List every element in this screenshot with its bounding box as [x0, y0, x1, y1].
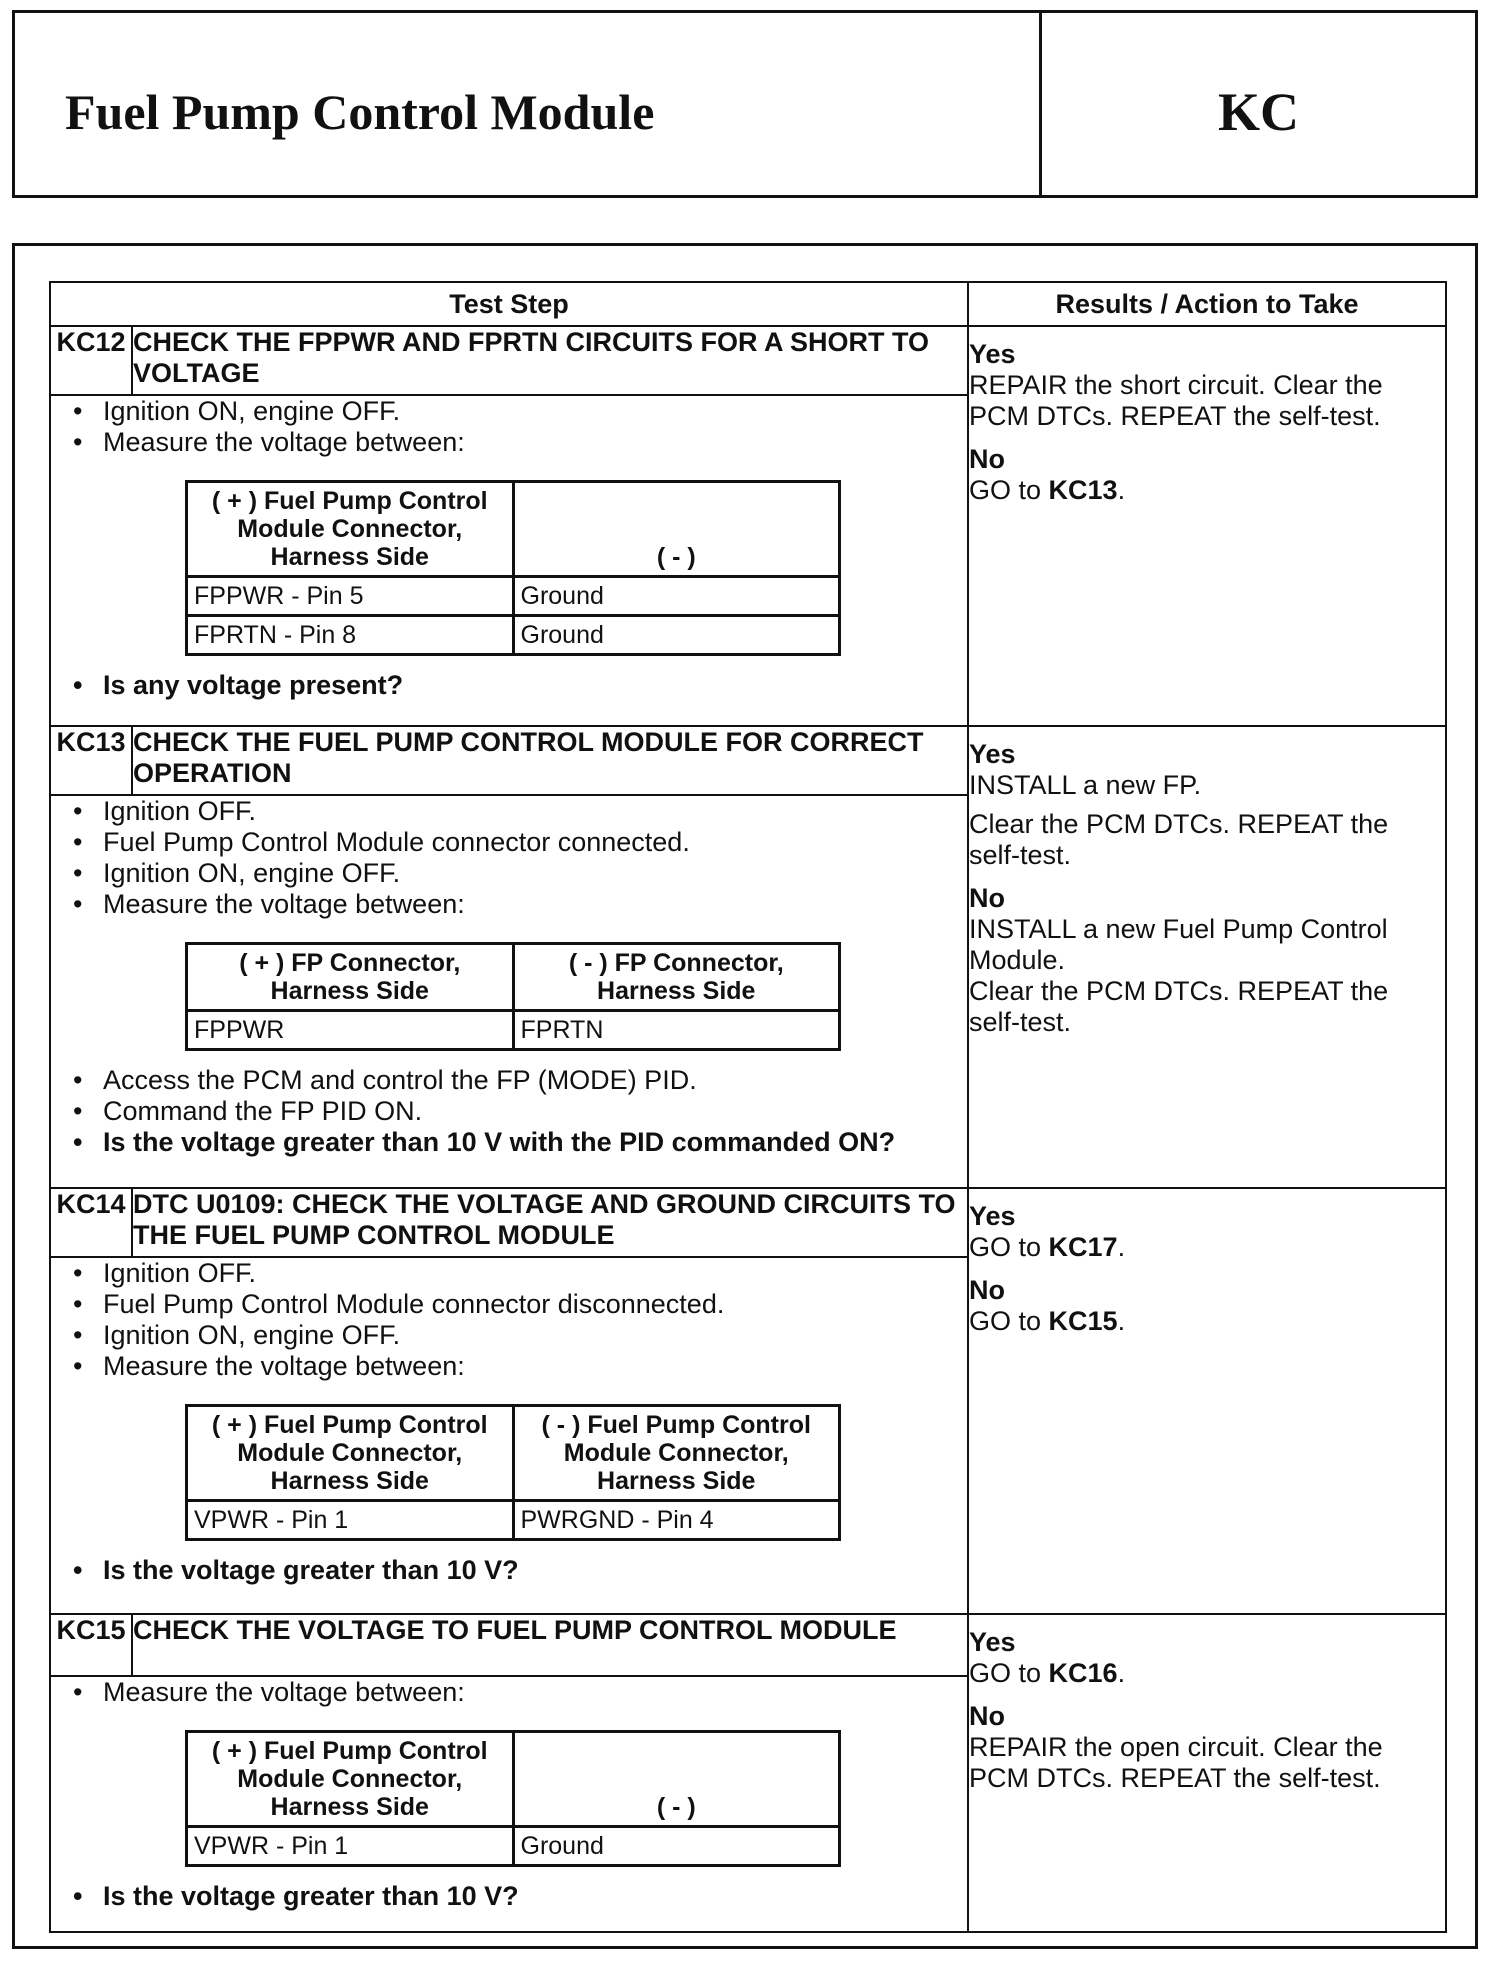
step-results [968, 326, 1446, 726]
step-title: CHECK THE VOLTAGE TO FUEL PUMP CONTROL MODULE [132, 1614, 968, 1677]
title-box [12, 10, 1478, 198]
bullet-list [51, 670, 967, 701]
negative-probe-cell: PWRGND - Pin 4 [513, 1501, 840, 1540]
negative-probe-cell: Ground [513, 616, 840, 655]
no-action: REPAIR the open circuit. Clear the PCM DTCs. REPEAT the self-test. [969, 1731, 1383, 1793]
measurement-header-row [187, 1406, 840, 1501]
spacer [969, 801, 1445, 809]
yes-action: INSTALL a new FP. [969, 770, 1202, 801]
no-goto-prefix: GO to [969, 1306, 1042, 1337]
step-question: • Is the voltage greater than 10 V with the PID commanded ON? [73, 1127, 967, 1158]
step-body [50, 1257, 968, 1613]
positive-probe-cell: VPWR - Pin 1 [187, 1827, 514, 1866]
positive-probe-header: ( + ) FP Connector, Harness Side [187, 944, 514, 1011]
no-label: No [969, 1275, 1005, 1306]
measurement-table [185, 480, 841, 656]
yes-label: Yes [969, 739, 1016, 770]
no-label: No [969, 444, 1005, 474]
positive-probe-cell: FPPWR - Pin 5 [187, 577, 514, 616]
measurement-row [187, 1011, 840, 1050]
no-goto [969, 1306, 1445, 1337]
measurement-header-row [187, 944, 840, 1011]
header-results: Results / Action to Take [968, 282, 1446, 326]
yes-action-2: Clear the PCM DTCs. REPEAT the self-test. [969, 809, 1389, 871]
no-goto-target[interactable]: KC15 [1048, 1306, 1118, 1337]
header-test-step: Test Step [50, 282, 968, 326]
no-action: INSTALL a new Fuel Pump Control Module. [969, 914, 1388, 976]
measurement-row [187, 577, 840, 616]
bullet-list [51, 396, 967, 458]
measurement-table [185, 1730, 841, 1867]
test-step-frame [12, 243, 1478, 1949]
table-header-row [50, 282, 1446, 326]
test-step-table [49, 281, 1447, 1933]
step-id: KC15 [50, 1614, 132, 1677]
step-body [50, 795, 968, 1188]
step-title-row [50, 1614, 1446, 1677]
no-action-2: Clear the PCM DTCs. REPEAT the self-test. [969, 976, 1389, 1038]
negative-probe-cell: Ground [513, 1827, 840, 1866]
measurement-header-row [187, 1732, 840, 1827]
step-title-row [50, 726, 1446, 795]
yes-goto-prefix: GO to [969, 1232, 1042, 1263]
bullet-item: • Ignition OFF. [73, 796, 967, 827]
bullet-list [51, 1258, 967, 1382]
page-title: Fuel Pump Control Module [65, 84, 655, 140]
positive-probe-cell: FPPWR [187, 1011, 514, 1050]
measurement-table [185, 942, 841, 1051]
bullet-item: • Command the FP PID ON. [73, 1096, 967, 1127]
no-goto-suffix: . [1117, 1306, 1126, 1337]
yes-goto-target[interactable]: KC16 [1048, 1657, 1118, 1688]
positive-probe-cell: VPWR - Pin 1 [187, 1501, 514, 1540]
yes-action: REPAIR the short circuit. Clear the PCM DTCs. REPEAT the self-test. [969, 370, 1383, 431]
negative-probe-cell: FPRTN [513, 1011, 840, 1050]
step-title-row [50, 326, 1446, 395]
no-goto-prefix: GO to [969, 475, 1042, 505]
positive-probe-header: ( + ) Fuel Pump Control Module Connector, Harness Side [187, 482, 514, 577]
yes-label: Yes [969, 1626, 1016, 1657]
bullet-list [51, 1555, 967, 1586]
negative-probe-header: ( - ) [513, 482, 840, 577]
no-label: No [969, 883, 1005, 914]
negative-probe-header: ( - ) FP Connector, Harness Side [513, 944, 840, 1011]
measurement-table [185, 1404, 841, 1541]
section-code: KC [1218, 82, 1299, 142]
no-goto-suffix: . [1117, 475, 1126, 505]
step-title-row [50, 1188, 1446, 1257]
bullet-item: • Fuel Pump Control Module connector connected. [73, 827, 967, 858]
step-body [50, 395, 968, 726]
step-title: DTC U0109: CHECK THE VOLTAGE AND GROUND CIRCUITS TO THE FUEL PUMP CONTROL MODULE [132, 1188, 968, 1257]
bullet-list [51, 1881, 967, 1912]
yes-goto-prefix: GO to [969, 1657, 1042, 1688]
bullet-item: • Measure the voltage between: [73, 427, 967, 458]
negative-probe-header: ( - ) Fuel Pump Control Module Connector, Harness Side [513, 1406, 840, 1501]
steps-body [50, 326, 1446, 1932]
step-results [968, 726, 1446, 1188]
bullet-item: • Measure the voltage between: [73, 1677, 967, 1708]
measurement-row [187, 616, 840, 655]
yes-label: Yes [969, 1201, 1016, 1232]
step-results [968, 1614, 1446, 1932]
bullet-item: • Measure the voltage between: [73, 1351, 967, 1382]
yes-label: Yes [969, 339, 1016, 369]
step-question: • Is the voltage greater than 10 V? [73, 1555, 967, 1586]
negative-probe-header: ( - ) [513, 1732, 840, 1827]
step-question: • Is the voltage greater than 10 V? [73, 1881, 967, 1912]
step-title: CHECK THE FPPWR AND FPRTN CIRCUITS FOR A SHORT TO VOLTAGE [132, 326, 968, 395]
step-id: KC12 [50, 326, 132, 395]
bullet-item: • Ignition ON, engine OFF. [73, 1320, 967, 1351]
yes-goto-target[interactable]: KC17 [1048, 1232, 1118, 1263]
step-id: KC13 [50, 726, 132, 795]
no-goto-target[interactable]: KC13 [1048, 475, 1118, 505]
step-body [50, 1676, 968, 1932]
bullet-item: • Measure the voltage between: [73, 889, 967, 920]
bullet-item: • Access the PCM and control the FP (MODE) PID. [73, 1065, 967, 1096]
positive-probe-header: ( + ) Fuel Pump Control Module Connector, Harness Side [187, 1406, 514, 1501]
positive-probe-cell: FPRTN - Pin 8 [187, 616, 514, 655]
positive-probe-header: ( + ) Fuel Pump Control Module Connector, Harness Side [187, 1732, 514, 1827]
no-goto [969, 475, 1445, 506]
yes-goto [969, 1658, 1445, 1689]
bullet-item: • Ignition OFF. [73, 1258, 967, 1289]
yes-goto-suffix: . [1117, 1657, 1126, 1688]
bullet-item: • Ignition ON, engine OFF. [73, 858, 967, 889]
bullet-list [51, 1677, 967, 1708]
measurement-header-row [187, 482, 840, 577]
yes-goto [969, 1232, 1445, 1263]
bullet-list [51, 1065, 967, 1158]
bullet-list [51, 796, 967, 920]
no-label: No [969, 1700, 1005, 1731]
measurement-row [187, 1501, 840, 1540]
step-results [968, 1188, 1446, 1613]
step-title: CHECK THE FUEL PUMP CONTROL MODULE FOR CORRECT OPERATION [132, 726, 968, 795]
bullet-item: • Fuel Pump Control Module connector disconnected. [73, 1289, 967, 1320]
step-id: KC14 [50, 1188, 132, 1257]
bullet-item: • Ignition ON, engine OFF. [73, 396, 967, 427]
yes-goto-suffix: . [1117, 1232, 1126, 1263]
negative-probe-cell: Ground [513, 577, 840, 616]
step-question: • Is any voltage present? [73, 670, 967, 701]
measurement-row [187, 1827, 840, 1866]
